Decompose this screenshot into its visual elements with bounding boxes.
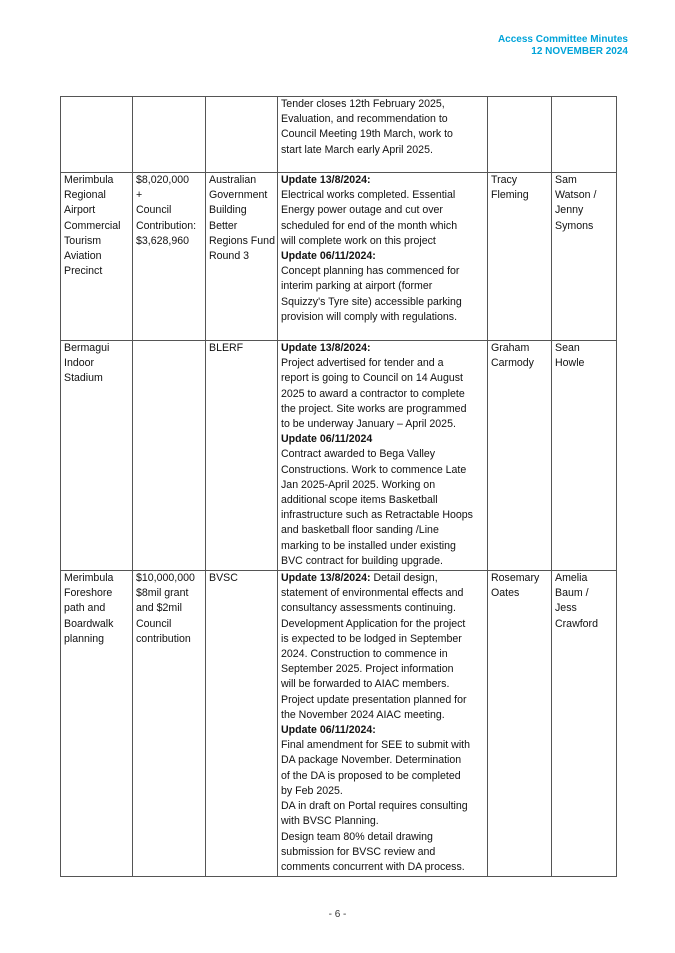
update-text: Concept planning has commenced for interim parking at airport (former Squizzy's Tyre site) accessible parking provision will comply with regulations.: [281, 265, 462, 323]
update-title: Update 13/8/2024:: [281, 572, 371, 585]
responsible-officer-cell: [488, 97, 552, 173]
contact-cell: Sean Howle: [552, 341, 617, 571]
funding-source-cell: Australian Government Building Better Regions Fund Round 3: [206, 173, 278, 341]
updates-cell: [278, 97, 488, 173]
minutes-table-body: [61, 97, 617, 877]
table-row: [61, 341, 617, 571]
update-entry: [281, 571, 485, 723]
update-entry: [281, 173, 485, 249]
update-text: Electrical works completed. Essential Energy power outage and cut over scheduled for end of the month which will complete work on this project: [281, 189, 458, 247]
update-entry: [281, 723, 485, 875]
funding-source-cell: [206, 97, 278, 173]
update-title: Update 13/8/2024:: [281, 174, 371, 186]
funding-cell: [133, 97, 206, 173]
updates-cell: [278, 341, 488, 571]
project-cell: Merimbula Foreshore path and Boardwalk planning: [61, 571, 133, 877]
header-date: 12 NOVEMBER 2024: [531, 46, 628, 57]
funding-cell: $8,020,000 + Council Contribution: $3,628,960: [133, 173, 206, 341]
update-text: Project advertised for tender and a report is going to Council on 14 August 2025 to award a contractor to complete the project. Site works are programmed to be underway January – April 2025.: [281, 357, 467, 431]
update-title: Update 06/11/2024: [281, 433, 373, 446]
update-entry: [281, 341, 485, 432]
header-title: Access Committee Minutes: [497, 34, 628, 45]
responsible-officer-cell: Graham Carmody: [488, 341, 552, 571]
contact-cell: [552, 97, 617, 173]
update-title: Update 13/8/2024:: [281, 342, 371, 354]
update-text: Final amendment for SEE to submit with DA package November. Determination of the DA is proposed to be completed by Feb 2025. DA in draft on Portal requires consulting with BVSC Planning. Design team 80% detail drawing submission for BVSC review and comments concurrent with DA process.: [281, 739, 471, 873]
table-row: [61, 173, 617, 341]
funding-cell: [133, 341, 206, 571]
update-entry: [281, 432, 485, 569]
update-text: Tender closes 12th February 2025, Evaluation, and recommendation to Council Meeting 19th March, work to start late March early April 2025.: [281, 98, 453, 156]
responsible-officer-cell: Tracy Fleming: [488, 173, 552, 341]
table-row: [61, 97, 617, 173]
updates-cell: [278, 173, 488, 341]
update-entry: [281, 249, 485, 325]
responsible-officer-cell: Rosemary Oates: [488, 571, 552, 877]
update-text: Detail design, statement of environmental effects and consultancy assessments continuing. Development Application for the project is expected to be lodged in September 2024. Construction to commence in September 2025. Project information will be forwarded to AIAC members. Project update presentation planned for the November 2024 AIAC meeting.: [281, 572, 467, 721]
project-cell: [61, 97, 133, 173]
funding-cell: $10,000,000 $8mil grant and $2mil Council contribution: [133, 571, 206, 877]
updates-cell: [278, 571, 488, 877]
update-text: Contract awarded to Bega Valley Constructions. Work to commence Late Jan 2025-April 2025. Working on additional scope items Basketball infrastructure such as Retractable Hoops and basketball floor sanding /Line marking to be installed under existing BVC contract for building upgrade.: [281, 448, 473, 567]
page-number: - 6 -: [328, 909, 347, 920]
funding-source-cell: BVSC: [206, 571, 278, 877]
page-header: [498, 34, 628, 58]
project-cell: Bermagui Indoor Stadium: [61, 341, 133, 571]
project-cell: Merimbula Regional Airport Commercial Tourism Aviation Precinct: [61, 173, 133, 341]
update-entry: [281, 97, 485, 158]
contact-cell: Sam Watson / Jenny Symons: [552, 173, 617, 341]
contact-cell: Amelia Baum / Jess Crawford: [552, 571, 617, 877]
funding-source-cell: BLERF: [206, 341, 278, 571]
update-title: Update 06/11/2024:: [281, 724, 376, 737]
table-row: [61, 571, 617, 877]
update-title: Update 06/11/2024:: [281, 250, 376, 263]
minutes-table: [60, 96, 617, 877]
